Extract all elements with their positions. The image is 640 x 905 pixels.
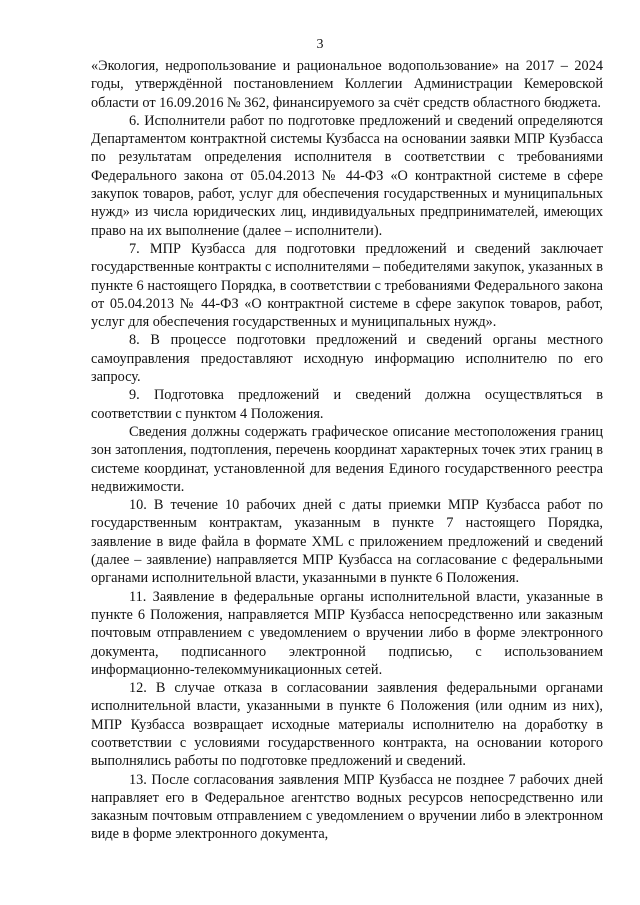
paragraph-10: 10. В течение 10 рабочих дней с даты приемки МПР Кузбасса работ по государственным контрактам, указанным в пункте 7 настоящего Порядка, заявление в виде файла в формате XML с приложением предложений и сведений (далее – заявление) направляется МПР Кузбасса на согласование с федеральными органами исполнительной власти, указанными в пункте 6 Положения. (91, 497, 603, 587)
paragraph-7: 7. МПР Кузбасса для подготовки предложений и сведений заключает государственные контракты с исполнителями – победителями закупок, указанных в пункте 6 настоящего Порядка, в соответствии с требованиями Федерального закона от 05.04.2013 № 44-ФЗ «О контрактной системе в сфере закупок товаров, работ, услуг для обеспечения государственных и муниципальных нужд». (91, 240, 603, 331)
paragraph-12: 12. В случае отказа в согласовании заявления федеральными органами исполнительной власти, указанными в пункте 6 Положения (или одним из них), МПР Кузбасса возвращает исходные материалы исполнителю на доработку в соответствии с условиями государственного контракта, на основании которого выполнялись работы по подготовке предложений и сведений. (91, 680, 603, 770)
document-body (91, 57, 603, 844)
paragraph-continuation: «Экология, недропользование и рациональное водопользование» на 2017 – 2024 годы, утверждённой постановлением Коллегии Администрации Кемеровской области от 16.09.2016 № 362, финансируемого за счёт средств областного бюджета. (91, 58, 603, 111)
paragraph-6: 6. Исполнители работ по подготовке предложений и сведений определяются Департаментом контрактной системы Кузбасса на основании заявки МПР Кузбасса по результатам определения исполнителя в соответствии с требованиями Федерального закона от 05.04.2013 № 44-ФЗ «О контрактной системе в сфере закупок товаров, работ, услуг для обеспечения государственных и муниципальных нужд» из числа юридических лиц, индивидуальных предпринимателей, имеющих право на их выполнение (далее – исполнители). (91, 112, 603, 239)
paragraph-13: 13. После согласования заявления МПР Кузбасса не позднее 7 рабочих дней направляет его в Федеральное агентство водных ресурсов непосредственно или заказным почтовым отправлением с уведомлением о вручении либо в электронном виде в форме электронного документа, (91, 771, 603, 843)
paragraph-8: 8. В процессе подготовки предложений и сведений органы местного самоуправления предоставляют исходную информацию исполнителю по его запросу. (91, 332, 603, 386)
paragraph-9: 9. Подготовка предложений и сведений должна осуществляться в соответствии с пунктом 4 Положения. (91, 387, 603, 422)
paragraph-11: 11. Заявление в федеральные органы исполнительной власти, указанные в пункте 6 Положения, направляется МПР Кузбасса непосредственно или заказным почтовым отправлением с уведомлением о вручении либо в форме электронного документа, подписанного электронной подписью, с использованием информационно-телекоммуникационных сетей. (91, 588, 603, 678)
page-number: 3 (316, 37, 324, 52)
paragraph-9-details: Сведения должны содержать графическое описание местоположения границ зон затопления, подтопления, перечень координат характерных точек этих границ в системе координат, установленной для ведения Единого государственного реестра недвижимости. (91, 423, 603, 495)
